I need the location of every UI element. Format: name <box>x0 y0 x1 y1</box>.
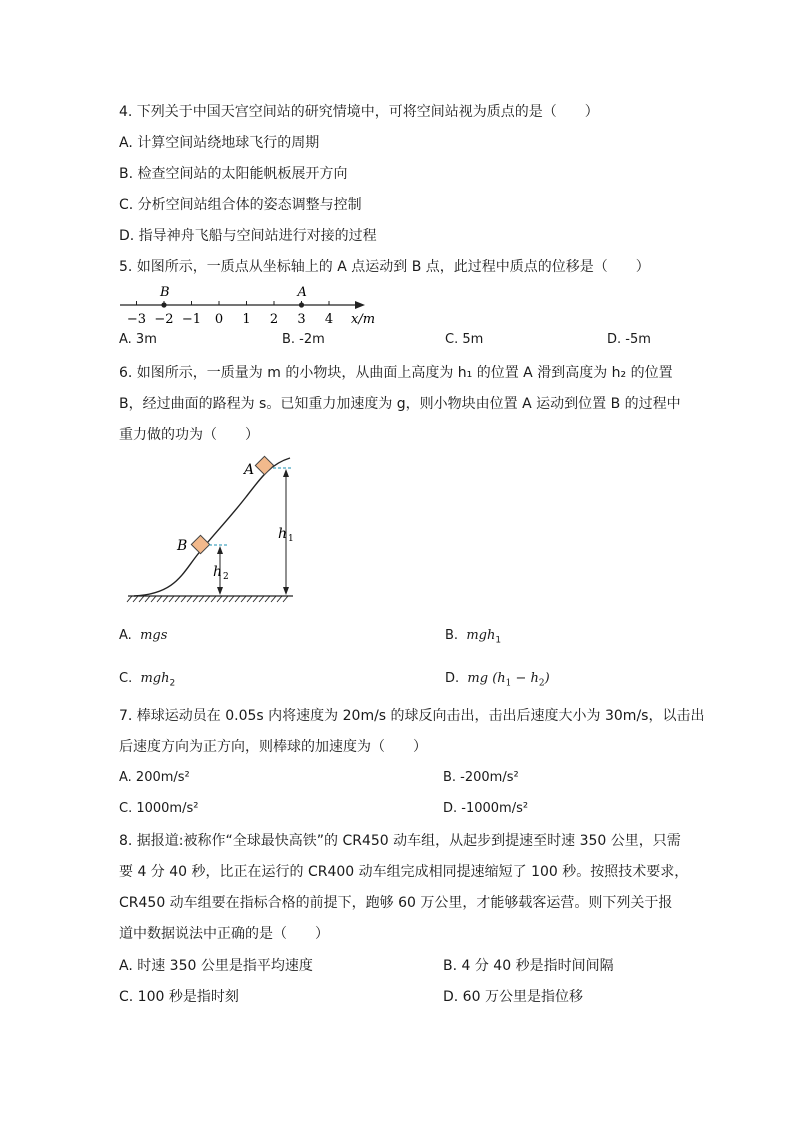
q8-stem-line-4: 道中数据说法中正确的是（ ） <box>119 926 329 942</box>
ground-hatch-stroke <box>139 596 144 602</box>
ground-hatch-stroke <box>199 596 204 602</box>
ground-hatch-stroke <box>163 596 168 602</box>
point-a-dot <box>299 302 304 307</box>
q4-option-b: B. 检查空间站的太阳能帆板展开方向 <box>119 166 348 182</box>
q5-stem: 5. 如图所示，一质点从坐标轴上的 A 点运动到 B 点，此过程中质点的位移是（ ） <box>119 259 650 275</box>
q6-stem-line-1: 6. 如图所示，一质量为 m 的小物块，从曲面上高度为 h₁ 的位置 A 滑到高度为 h₂ 的位置 <box>119 365 673 381</box>
block-b-label: B <box>177 538 188 554</box>
q5-option-d: D. -5m <box>607 332 651 347</box>
ground-hatch-stroke <box>193 596 198 602</box>
number-line-tick-label: −1 <box>181 312 202 327</box>
q4-option-d: D. 指导神舟飞船与空间站进行对接的过程 <box>119 228 377 244</box>
number-line-tick-label: 1 <box>242 312 251 327</box>
h1-label-subscript: 1 <box>288 534 294 544</box>
number-line-tick-label: −2 <box>154 312 174 327</box>
ground-hatch-stroke <box>169 596 174 602</box>
ground-hatch-stroke <box>133 596 138 602</box>
q7-stem-line-1: 7. 棒球运动员在 0.05s 内将速度为 20m/s 的球反向击出，击出后速度大小为 30m/s，以击出 <box>119 708 705 724</box>
q8-stem-line-1: 8. 据报道:被称作“全球最快高铁”的 CR450 动车组，从起步到提速至时速 350 公里，只需 <box>119 833 681 849</box>
h2-arrow-bottom-icon <box>217 587 223 595</box>
ground-hatch-stroke <box>157 596 162 602</box>
q7-option-a: A. 200m/s² <box>119 770 190 785</box>
q8-option-d: D. 60 万公里是指位移 <box>443 989 583 1005</box>
number-line-arrow-icon <box>355 301 365 309</box>
block-b <box>191 535 209 553</box>
ground-hatch-stroke <box>175 596 180 602</box>
ground-hatch-stroke <box>181 596 186 602</box>
ground-hatch-stroke <box>259 596 264 602</box>
ground-hatch-stroke <box>145 596 150 602</box>
ground-hatch-stroke <box>247 596 252 602</box>
point-a-label: A <box>297 285 307 300</box>
point-b-label: B <box>160 285 170 300</box>
q5-number-line <box>115 281 385 327</box>
q6-option-b: B. mgh$_1$ <box>445 628 502 646</box>
q7-stem-line-2: 后速度方向为正方向，则棒球的加速度为（ ） <box>119 739 427 755</box>
q6-option-c: C. mgh$_2$ <box>119 671 176 689</box>
q6-stem-line-2: B，经过曲面的路程为 s。已知重力加速度为 g，则小物块由位置 A 运动到位置 B 的过程中 <box>119 396 681 412</box>
number-line-tick-label: 2 <box>269 312 279 327</box>
number-line-tick-label: 4 <box>324 312 334 327</box>
q8-option-b: B. 4 分 40 秒是指时间间隔 <box>443 958 614 974</box>
ground-hatch-stroke <box>187 596 192 602</box>
q4-option-a: A. 计算空间站绕地球飞行的周期 <box>119 135 320 151</box>
q8-option-a: A. 时速 350 公里是指平均速度 <box>119 958 313 974</box>
ground-hatch-stroke <box>211 596 216 602</box>
h1-label: h <box>278 526 288 542</box>
ground-hatch-stroke <box>205 596 210 602</box>
ground-hatching <box>127 596 288 602</box>
q8-option-c: C. 100 秒是指时刻 <box>119 989 239 1005</box>
ground-hatch-stroke <box>223 596 228 602</box>
block-a-label: A <box>244 462 255 478</box>
h2-arrow-top-icon <box>217 546 223 554</box>
q7-option-c: C. 1000m/s² <box>119 801 199 816</box>
axis-unit-label: x/m <box>351 312 376 327</box>
point-b-dot <box>161 302 166 307</box>
ground-hatch-stroke <box>265 596 270 602</box>
ground-hatch-stroke <box>283 596 288 602</box>
q6-stem-line-3: 重力做的功为（ ） <box>119 427 259 443</box>
q8-stem-line-2: 要 4 分 40 秒，比正在运行的 CR400 动车组完成相同提速缩短了 100 秒。按照技术要求， <box>119 864 689 880</box>
ground-hatch-stroke <box>253 596 258 602</box>
ground-hatch-stroke <box>277 596 282 602</box>
q5-option-c: C. 5m <box>445 332 484 347</box>
number-line-tick-label: −3 <box>126 312 147 327</box>
q7-option-d: D. -1000m/s² <box>443 801 529 816</box>
ground-hatch-stroke <box>217 596 222 602</box>
ground-hatch-stroke <box>151 596 156 602</box>
ground-hatch-stroke <box>229 596 234 602</box>
slope-curve <box>134 458 290 596</box>
q4-stem: 4. 下列关于中国天宫空间站的研究情境中，可将空间站视为质点的是（ ） <box>119 104 599 120</box>
h1-arrow-top-icon <box>283 469 289 477</box>
q6-option-d: D. mg $(h_1 - h_2)$ <box>445 671 550 689</box>
number-line-tick-label: 3 <box>297 312 306 327</box>
q4-option-c: C. 分析空间站组合体的姿态调整与控制 <box>119 197 362 213</box>
q5-option-b: B. -2m <box>282 332 325 347</box>
ground-hatch-stroke <box>271 596 276 602</box>
ground-hatch-stroke <box>127 596 132 602</box>
q7-option-b: B. -200m/s² <box>443 770 519 785</box>
number-line-tick-label: 0 <box>214 312 224 327</box>
q6-option-a: A. mgs <box>119 628 168 643</box>
h1-arrow-bottom-icon <box>283 587 289 595</box>
h2-label: h <box>213 564 223 580</box>
ground-hatch-stroke <box>235 596 240 602</box>
block-a <box>255 456 273 474</box>
h2-label-subscript: 2 <box>223 572 229 582</box>
ground-hatch-stroke <box>241 596 246 602</box>
q5-option-a: A. 3m <box>119 332 157 347</box>
q6-slope-figure <box>120 452 305 604</box>
q8-stem-line-3: CR450 动车组要在指标合格的前提下，跑够 60 万公里，才能够载客运营。则下列关于报 <box>119 895 673 911</box>
